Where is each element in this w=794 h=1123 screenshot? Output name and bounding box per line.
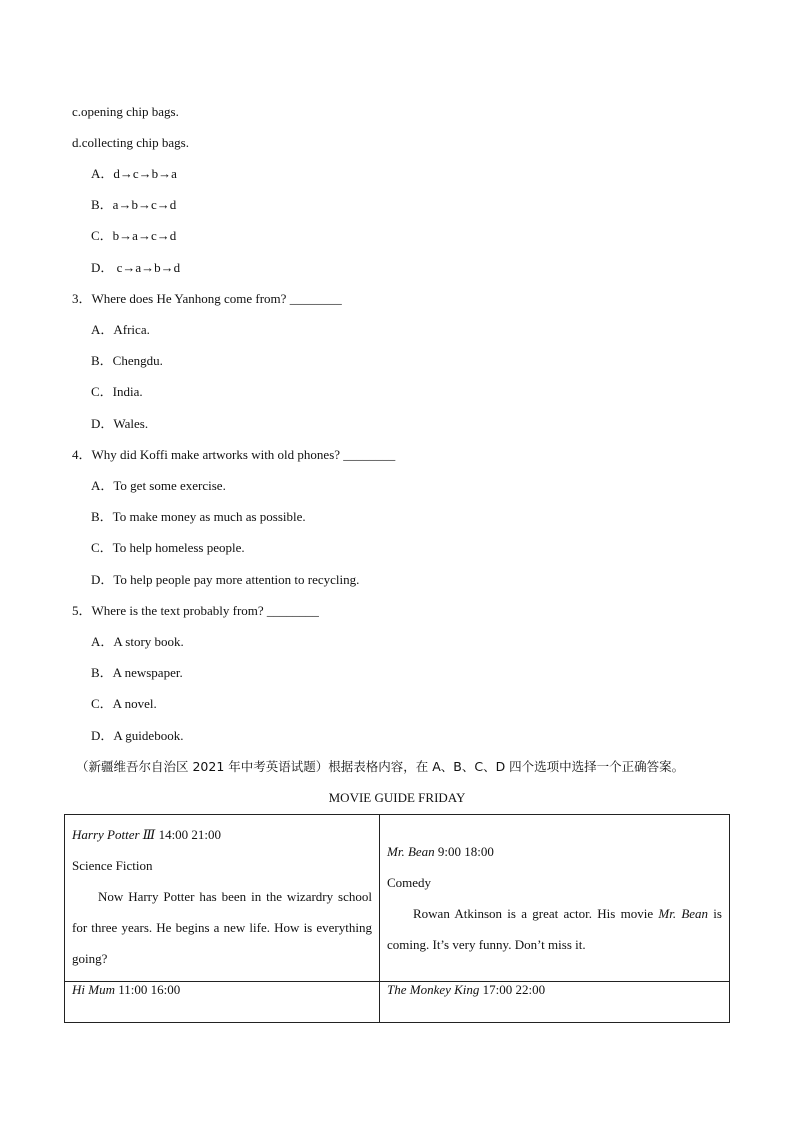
movie-title: Harry Potter Ⅲ [72, 827, 156, 842]
q5-question: 5．Where is the text probably from? ________ [72, 603, 319, 618]
q3-question: 3．Where does He Yanhong come from? ________ [72, 291, 342, 306]
q2-choice-c: C．b→a→c→d [91, 228, 177, 243]
movie-cell-harry-potter [65, 815, 380, 982]
movie-heading [72, 819, 372, 850]
movie-cell-monkey-king [380, 982, 730, 1023]
movie-title: The Monkey King [387, 982, 480, 997]
movie-times: 14:00 21:00 [158, 827, 222, 842]
movie-title: Hi Mum [72, 982, 115, 997]
q4-choice-c: C．To help homeless people. [91, 540, 245, 555]
q3-choice-b: B．Chengdu. [91, 353, 163, 368]
q5-choice-c: C．A novel. [91, 696, 157, 711]
movie-description: Now Harry Potter has been in the wizardry school for three years. He begins a new life. How is everything going? [72, 889, 372, 966]
table-row [65, 815, 730, 982]
movie-description: Rowan Atkinson is a great actor. His movie Mr. Bean is coming. It’s very funny. Don’t miss it. [387, 906, 722, 952]
movie-heading [387, 836, 722, 867]
q3-choice-d: D．Wales. [91, 416, 149, 431]
table-title: MOVIE GUIDE FRIDAY [328, 790, 466, 805]
q5-choice-a: A．A story book. [91, 634, 184, 649]
movie-title-inline: Mr. Bean [658, 906, 709, 921]
option-d-text: d.collecting chip bags. [72, 135, 189, 150]
q5-choice-d: D．A guidebook. [91, 728, 184, 743]
q2-choice-a: A．d→c→b→a [91, 166, 177, 181]
movie-cell-hi-mum [65, 982, 380, 1023]
q5-choice-b: B．A newspaper. [91, 665, 183, 680]
q4-question: 4．Why did Koffi make artworks with old phones? ________ [72, 447, 396, 462]
movie-guide-table [64, 814, 730, 1023]
option-c-text: c.opening chip bags. [72, 104, 179, 119]
section-instruction: （新疆维吾尔自治区 2021 年中考英语试题）根据表格内容，在 A、B、C、D 四个选项中选择一个正确答案。 [76, 759, 685, 774]
movie-genre: Science Fiction [72, 858, 153, 873]
movie-times: 11:00 16:00 [118, 982, 181, 997]
q4-choice-d: D．To help people pay more attention to recycling. [91, 572, 360, 587]
q3-choice-a: A．Africa. [91, 322, 150, 337]
q4-choice-b: B．To make money as much as possible. [91, 509, 306, 524]
movie-cell-mr-bean [380, 815, 730, 982]
q3-choice-c: C．India. [91, 384, 143, 399]
q2-choice-b: B．a→b→c→d [91, 197, 177, 212]
q4-choice-a: A．To get some exercise. [91, 478, 226, 493]
movie-title: Mr. Bean [387, 844, 435, 859]
movie-times: 9:00 18:00 [437, 844, 494, 859]
movie-genre: Comedy [387, 875, 432, 890]
table-row [65, 982, 730, 1023]
q2-choice-d: D． c→a→b→d [91, 260, 181, 275]
movie-times: 17:00 22:00 [482, 982, 546, 997]
